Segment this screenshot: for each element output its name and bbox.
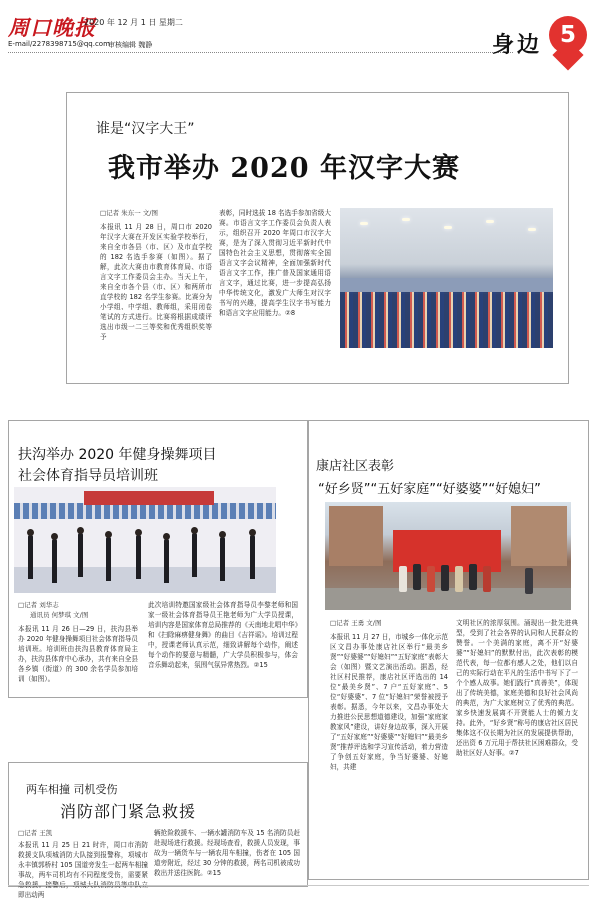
dancer-figure	[192, 533, 197, 577]
page-number-badge: 5	[549, 16, 587, 54]
awardee-figure	[483, 566, 491, 592]
fire-article-body-col2: 辆抢险救援车、一辆水罐消防车及 15 名消防员赶赴现场进行救援。经现场查看，救援人员发现，事故为一辆货车与一辆农用车相撞，伤者在 105 国道旁附近，经过 30 分钟的救援，两名司机被成功救出并送往医院。②15	[154, 829, 300, 877]
awardee-figure	[427, 566, 435, 592]
fire-article-kicker: 两车相撞 司机受伤	[26, 783, 118, 796]
community-article-body-col1: 本报讯 11 月 27 日，市城乡一体化示范区文昌办事处康店社区举行“最美乡贤”“好婆婆”“好媳妇”“五好家庭”表彰大会（如图）暨文艺演出活动。据悉，经社区村民推荐，康店社区评选出的 14 位“最美乡贤”、7 户“五好家庭”、5 位“好婆婆”、7 位“好媳妇”荣誉被授予表彰。据悉，今年以来，文昌办事处大力推进公民思想道德建设，加强“家庭家教家风”建设，讲好身边故事，深入开展了“五好家庭”“好婆婆”“好媳妇”“最美乡贤”推荐评选和学习宣传活动，着力营造了争创五好家庭，争当好婆婆、好媳妇，共建	[330, 633, 448, 771]
gym-banner	[84, 491, 214, 505]
awardee-figure	[455, 566, 463, 592]
dancer-figure	[250, 535, 255, 579]
ceiling-light-icon	[402, 218, 410, 221]
editor-credit: 审核编辑 魏静	[108, 41, 153, 49]
community-awards-photo	[325, 502, 571, 610]
awardee-figure	[441, 565, 449, 591]
fitness-article-byline-1: □记者 刘华志	[18, 601, 59, 609]
dancer-figure	[28, 535, 33, 579]
ceiling-light-icon	[528, 228, 536, 231]
awardee-figure	[469, 564, 477, 590]
ceiling-light-icon	[444, 226, 452, 229]
fire-article-byline: □记者 王凯	[18, 829, 53, 837]
awardee-figure	[399, 566, 407, 592]
dancer-figure	[52, 539, 57, 583]
awardee-figure	[525, 568, 533, 594]
fitness-article-body-col1: 本报讯 11 月 26 日—29 日，扶沟县举办 2020 年健身操舞项目社会体育指导员培训班。培训班由扶沟县教育体育局主办，扶沟县体育中心承办，共有来自全县各乡镇（街道）的 300 余名学员参加培训（如图）。	[18, 625, 138, 683]
community-article-byline: □记者 王勇 文/图	[330, 619, 382, 627]
fire-article-body-col1: 本报讯 11 月 25 日 21 时许，周口市消防救援支队项城消防大队接到报警称，项城市永丰镇郭桥村 105 国道旁发生一起两车相撞事故，两车司机均有不同程度受伤，需要紧急救援。接警后，项城大队消防员等中队立即出动两	[18, 841, 148, 899]
dancer-figure	[220, 537, 225, 581]
community-article-body-col2: 文明社区的浓厚氛围。涌现出一批先进典型，受到了社会各界的认同和人民群众的赞誉。一个美满的家庭，离不开“好婆婆”“好媳妇”的默默付出，此次表彰的模范代表，每一位都有感人之处，他们以自己的实际行动在平凡的生活中书写下了一个个感人故事。她们践行“真善美”，体现出了传统美德，家庭美德和良好社会风尚的典范，为广大家庭树立了优秀的典范。家乡快速发展离不开贤能人士的倾力支持。此外，“好乡贤”称号的康店社区居民集体这不仅长期为社区的发展提供帮助，还出资 6 万元用于帮扶社区困难群众，受助社区好人好事。②7	[456, 619, 578, 757]
fitness-article-byline-2: 通讯员 何梦琪 文/图	[30, 611, 89, 619]
hanzi-article-body-col2: 表彰，同时选拔 18 名选手参加省级大赛。市语言文字工作委员会负责人表示，组织召开 2020 年周口市汉字大赛，是为了深入贯彻习近平新时代中国特色社会主义思想，贯彻落实全国语言文字会议精神，全面加强新时代语言文字工作，推广普及国家通用语言文字，通过比赛，进一步提高弘扬中华传统文化，激发广大师生对汉字书写的兴趣，提高学生汉字书写能力和语言文字应用能力。②8	[219, 209, 331, 317]
section-title: 身边	[492, 32, 543, 58]
hanzi-article-body-col1: 本报讯 11 月 28 日，周口市 2020 年汉字大赛在开发区实验学校举行，来自全市各县（市、区）及市直学校的 182 名选手参赛（如图）。据了解，此次大赛由市教育体育局、市语言文字工作委员会主办。当天上午，来自全市各个县（市、区）和两所市直学校的 182 名学生参赛。比赛分为小学组、中学组、教师组，采用闭卷笔试的方式进行。比赛将根据成绩评选出市级一二三等奖和优秀组织奖等予	[100, 223, 212, 341]
community-article-kicker: 康店社区表彰	[316, 459, 395, 474]
masthead-divider	[8, 52, 513, 53]
masthead	[0, 0, 600, 74]
courtyard-ground	[325, 588, 571, 610]
building	[329, 506, 383, 566]
fitness-article-title-line1: 扶沟举办 2020 年健身操舞项目	[18, 447, 217, 463]
gym-stands	[14, 503, 276, 519]
dancer-figure	[78, 533, 83, 577]
fitness-article-title-line2: 社会体育指导员培训班	[18, 468, 158, 484]
hanzi-article-kicker: 谁是“汉字大王”	[96, 121, 195, 137]
dancer-figure	[136, 535, 141, 579]
page-bottom-rule	[8, 885, 589, 886]
dancer-figure	[106, 537, 111, 581]
fire-article-title: 消防部门紧急救援	[60, 802, 197, 821]
issue-date: 2020 年 12 月 1 日 星期二	[84, 18, 183, 27]
hanzi-article-headline: 我市举办 2020 年汉字大赛	[108, 153, 460, 184]
contact-email: E-mail/2278398715@qq.com	[8, 40, 110, 48]
community-article-title: “好乡贤”“五好家庭”“好婆婆”“好媳妇”	[318, 482, 541, 497]
newspaper-logo: 周口晚报	[8, 15, 96, 40]
dancer-figure	[164, 539, 169, 583]
ceiling-light-icon	[486, 220, 494, 223]
building	[511, 506, 567, 566]
awardee-figure	[413, 564, 421, 590]
fitness-article-body-col2: 此次培训特邀国家级社会体育指导员李黎老师和国家一级社会体育指导员王艳老师为广大学员授课，培训内容是国家体育总局推荐的《天南地北唱中华》和《扫除麻痹健身舞》的曲目《吉祥谣》。培训过程中，授课老师认真示范，细致讲解每个动作，阐述每个动作的要意与精髓，广大学员积极参与，体会音乐舞动起来，氛围气氛异常热烈。②15	[148, 601, 298, 669]
contestants-crowd	[340, 292, 553, 348]
hanzi-contest-photo	[340, 208, 553, 348]
ceiling-light-icon	[360, 222, 368, 225]
hanzi-article-byline: □记者 朱东一 文/图	[100, 209, 158, 217]
fitness-training-photo	[14, 487, 276, 593]
